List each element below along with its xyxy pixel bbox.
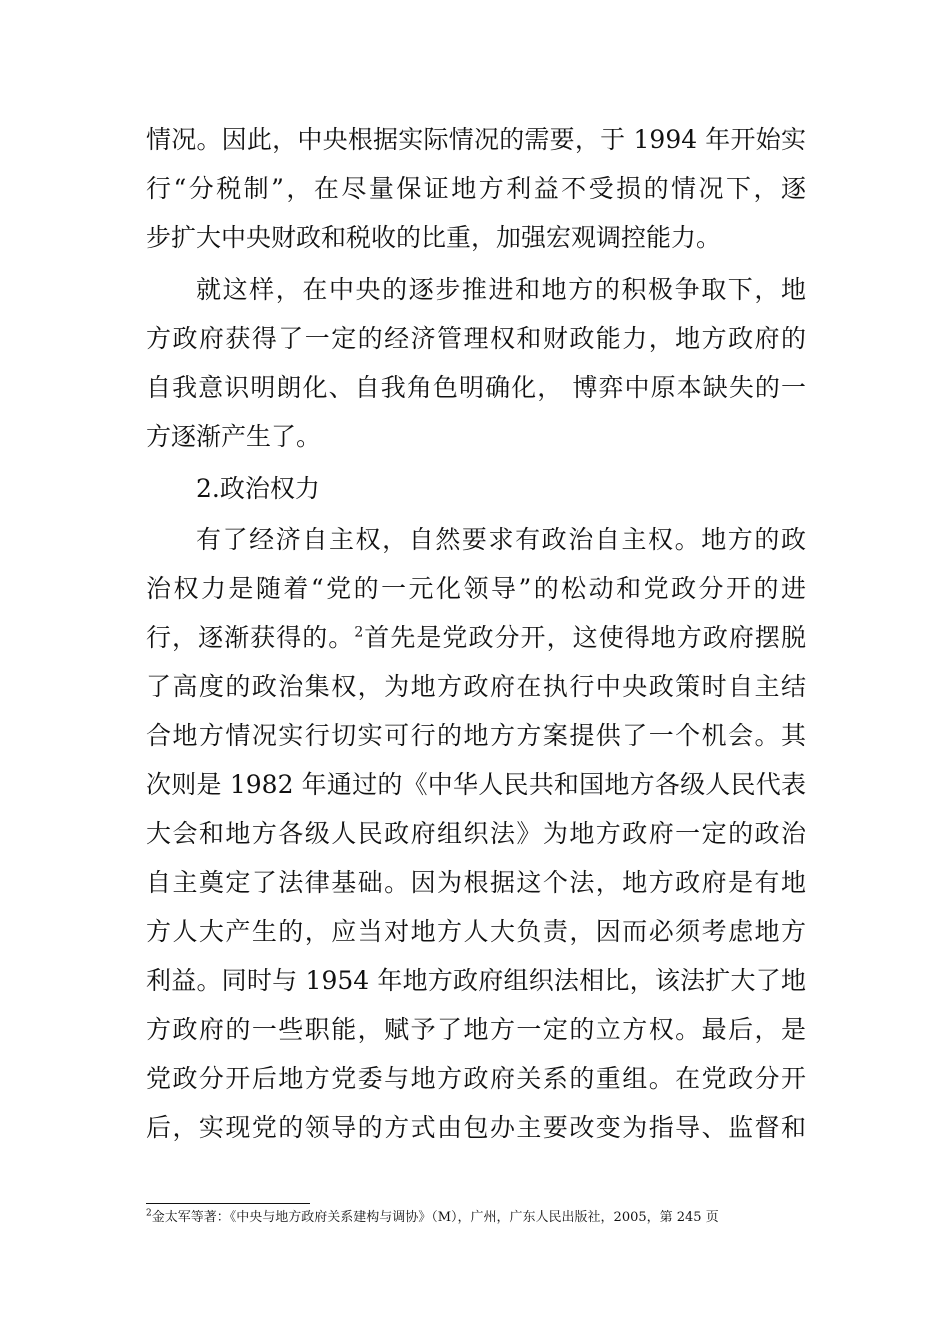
- text-span: 行，逐渐获得的。: [146, 623, 355, 652]
- paragraph-line: 了高度的政治集权，为地方政府在执行中央政策时自主结: [146, 672, 806, 701]
- paragraph-line: 方政府的一些职能，赋予了地方一定的立方权。最后，是: [146, 1015, 806, 1044]
- paragraph-line: 步扩大中央财政和税收的比重，加强宏观调控能力。: [146, 223, 722, 252]
- footnote: [146, 1209, 719, 1227]
- paragraph-line: 有了经济自主权，自然要求有政治自主权。地方的政: [196, 525, 806, 554]
- footnote-reference[interactable]: 2: [354, 624, 364, 641]
- paragraph-line: 合地方情况实行切实可行的地方方案提供了一个机会。其: [146, 721, 806, 750]
- paragraph-line: 方逐渐产生了。: [146, 422, 322, 451]
- footnote-marker: 2: [146, 1208, 152, 1219]
- paragraph-line: 行“分税制”，在尽量保证地方利益不受损的情况下，逐: [146, 174, 806, 203]
- paragraph-line: 就这样，在中央的逐步推进和地方的积极争取下，地: [196, 275, 806, 304]
- paragraph-line-with-footnote-ref: [146, 613, 806, 662]
- paragraph-line: 方人大产生的，应当对地方人大负责，因而必须考虑地方: [146, 917, 806, 946]
- footnote-text: 金太军等著：《中央与地方政府关系建构与调协》（M），广州，广东人民出版社，2005，第 245 页: [151, 1210, 719, 1225]
- paragraph-line: 大会和地方各级人民政府组织法》为地方政府一定的政治: [146, 819, 806, 848]
- paragraph-line: 后，实现党的领导的方式由包办主要改变为指导、监督和: [146, 1113, 806, 1142]
- section-heading: 2.政治权力: [196, 474, 320, 503]
- paragraph-line: 情况。因此，中央根据实际情况的需要，于 1994 年开始实: [146, 125, 806, 154]
- footnote-divider: [146, 1203, 310, 1204]
- paragraph-line: 次则是 1982 年通过的《中华人民共和国地方各级人民代表: [146, 770, 806, 799]
- paragraph-line: 自主奠定了法律基础。因为根据这个法，地方政府是有地: [146, 868, 806, 897]
- paragraph-line: 自我意识明朗化、自我角色明确化， 博弈中原本缺失的一: [146, 373, 806, 402]
- paragraph-line: 利益。同时与 1954 年地方政府组织法相比，该法扩大了地: [146, 966, 806, 995]
- paragraph-line: 方政府获得了一定的经济管理权和财政能力，地方政府的: [146, 324, 806, 353]
- paragraph-line: 党政分开后地方党委与地方政府关系的重组。在党政分开: [146, 1064, 806, 1093]
- text-span: 首先是党政分开，这使得地方政府摆脱: [363, 623, 806, 652]
- paragraph-line: 治权力是随着“党的一元化领导”的松动和党政分开的进: [146, 574, 806, 603]
